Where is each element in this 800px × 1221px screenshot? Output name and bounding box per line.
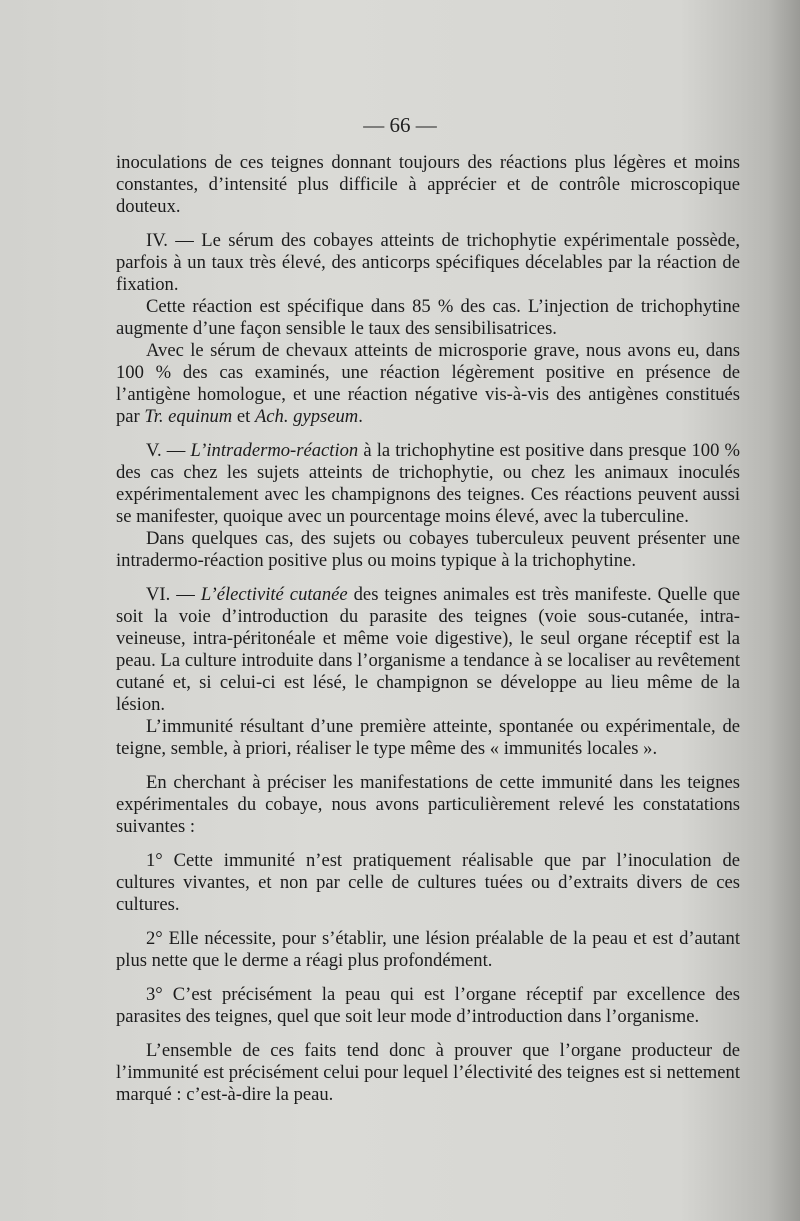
paragraph <box>116 584 740 716</box>
italic-run: Tr. equinum <box>144 406 233 427</box>
text-run: V. — <box>146 440 191 461</box>
paragraph <box>116 340 740 428</box>
paragraph: L’ensemble de ces faits tend donc à prouver que l’organe producteur de l’immunité est précisément celui pour lequel l’électivité des teignes est si nettement marqué : c’est-à-dire la peau. <box>116 1040 740 1105</box>
paragraph: Cette réaction est spécifique dans 85 % des cas. L’injection de trichophytine augmente d’une façon sensible le taux des sensibilisatrices. <box>116 296 740 339</box>
paragraph: IV. — Le sérum des cobayes atteints de trichophytie expérimentale possède, parfois à un taux très élevé, des anticorps spécifiques décelables par la réaction de fixation. <box>116 230 740 295</box>
page-number: — 66 — <box>363 113 437 137</box>
italic-run: L’électivité cutanée <box>200 584 348 605</box>
text-run: . <box>358 406 363 427</box>
paragraph: En cherchant à préciser les manifestations de cette immunité dans les teignes expérimentales du cobaye, nous avons particulièrement relevé les constatations suivantes : <box>116 772 740 837</box>
text-run: et <box>232 406 255 427</box>
text-run: Avec le sérum de chevaux atteints de microsporie grave, nous avons eu, dans 100 % des cas examinés, une réaction légèrement positive en présence de l’antigène homologue, et une réaction négative vis-à-vis des antigènes constitués par <box>116 340 740 427</box>
paragraph: inoculations de ces teignes donnant toujours des réactions plus légères et moins constantes, d’intensité plus difficile à apprécier et de contrôle microscopique douteux. <box>116 152 740 217</box>
text-run: VI. — <box>146 584 201 605</box>
paragraph: 1° Cette immunité n’est pratiquement réalisable que par l’inoculation de cultures vivantes, et non par celle de cultures tuées ou d’extraits divers de ces cultures. <box>116 850 740 915</box>
italic-run: Ach. gypseum <box>254 406 359 427</box>
text-run: des teignes animales est très manifeste. Quelle que soit la voie d’introduction du parasite des teignes (voie sous-cutanée, intra-veineuse, intra-péritonéale et même voie digestive), le seul organe réceptif est la peau. La culture introduite dans l’organisme a tendance à se localiser au revêtement cutané et, si celui-ci est lésé, le champignon se développe au lieu même de la lésion. <box>116 584 741 715</box>
paragraph: L’immunité résultant d’une première atteinte, spontanée ou expérimentale, de teigne, semble, à priori, réaliser le type même des « immunités locales ». <box>116 716 740 759</box>
text-run: à la trichophytine est positive dans presque 100 % des cas chez les sujets atteints de trichophytie, ou chez les animaux inoculés expérimentalement avec les champignons des teignes. Ces réactions peuvent aussi se manifester, quoique avec un pourcentage moins élevé, avec la tuberculine. <box>116 440 740 527</box>
paragraph <box>116 440 740 528</box>
italic-run: L’intradermo-réaction <box>190 440 359 461</box>
paragraph: Dans quelques cas, des sujets ou cobayes tuberculeux peuvent présenter une intradermo-réaction positive plus ou moins typique à la trichophytine. <box>116 528 740 571</box>
paragraph: 3° C’est précisément la peau qui est l’organe réceptif par excellence des parasites des teignes, quel que soit leur mode d’introduction dans l’organisme. <box>116 984 740 1027</box>
paragraph: 2° Elle nécessite, pour s’établir, une lésion préalable de la peau et est d’autant plus nette que le derme a réagi plus profondément. <box>116 928 740 971</box>
body-text <box>116 152 740 1106</box>
